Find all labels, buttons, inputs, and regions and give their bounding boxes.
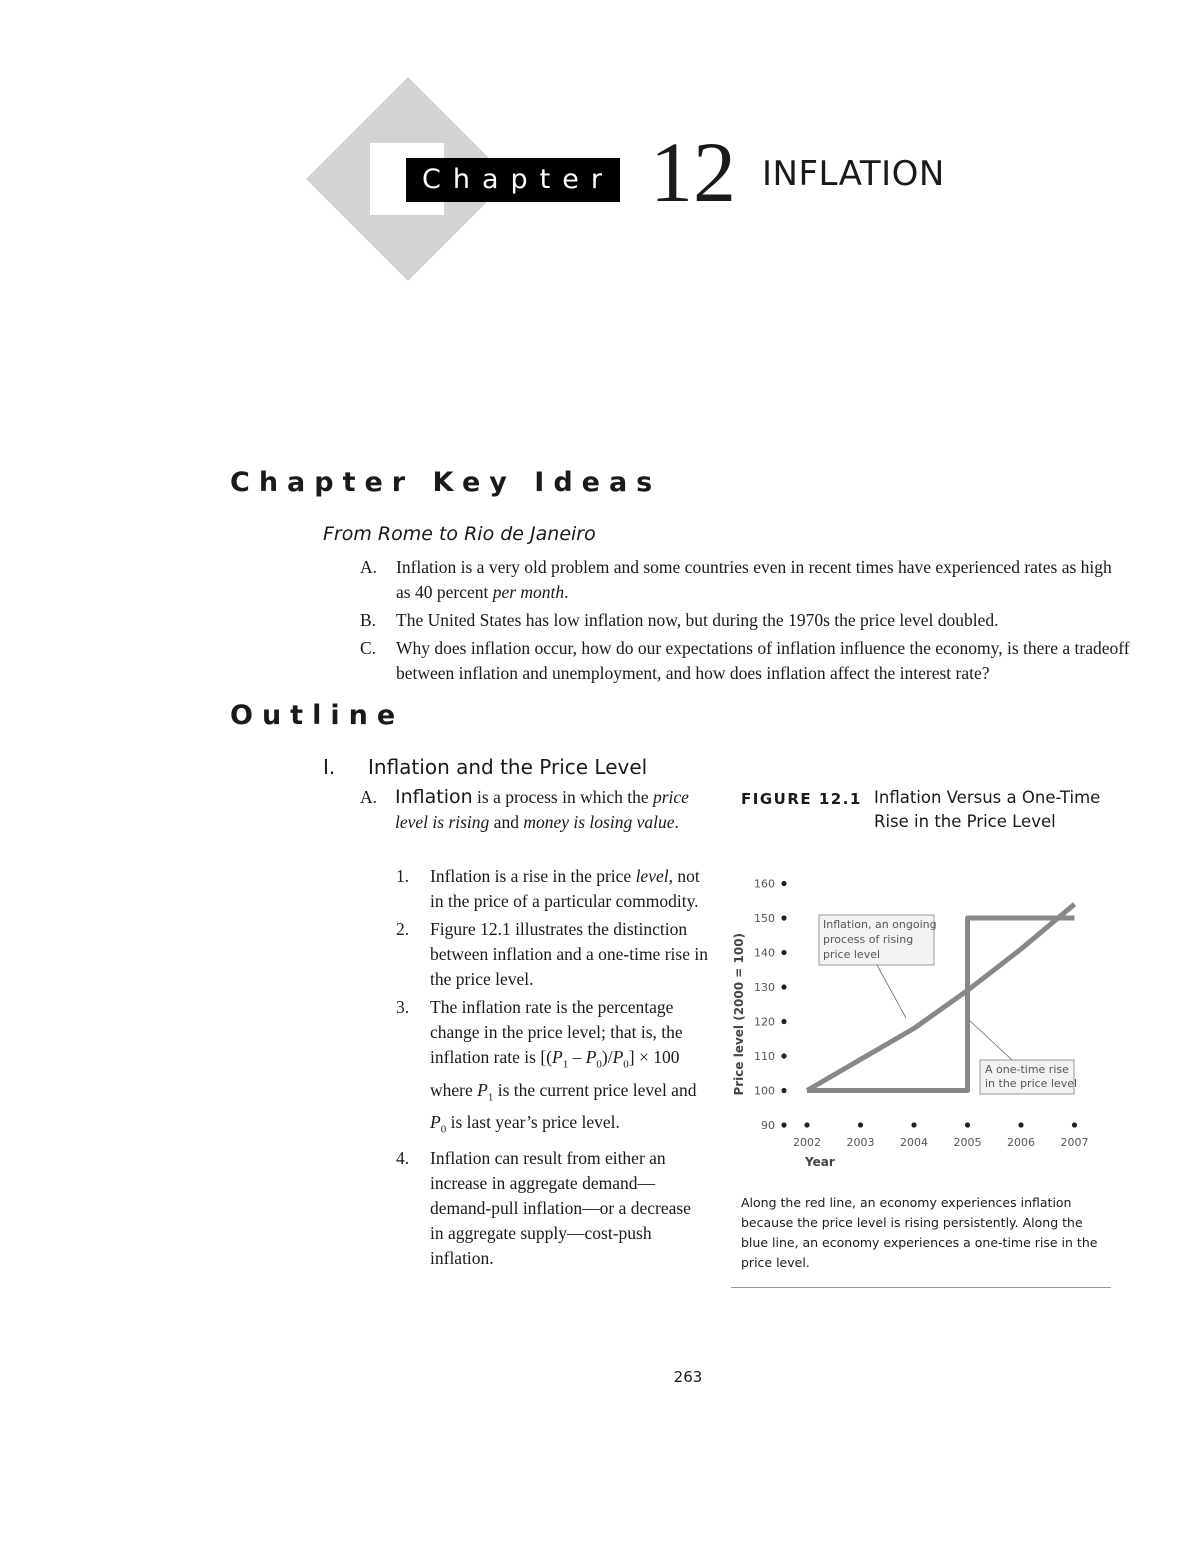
figure-caption: Along the red line, an economy experiences inflation because the price level is rising persistently. Along the blue line, an economy experiences a one-time rise in the price level. bbox=[741, 1195, 1098, 1270]
list-text: Figure 12.1 illustrates the distinction between inflation and a one-time rise in the price level. bbox=[430, 919, 708, 989]
key-term: Inflation bbox=[395, 786, 473, 808]
list-text: . bbox=[564, 582, 569, 602]
list-item bbox=[396, 917, 708, 992]
annotation-text: process of rising bbox=[823, 933, 914, 946]
key-ideas-list bbox=[360, 555, 1130, 689]
list-item bbox=[396, 995, 708, 1143]
y-tick-label: 110 bbox=[754, 1050, 775, 1063]
y-tick-dot bbox=[781, 984, 786, 989]
section-title: Inflation and the Price Level bbox=[368, 755, 648, 779]
x-tick-label: 2004 bbox=[900, 1136, 928, 1149]
list-text: Inflation can result from either an increase in aggregate demand—demand-pull inflation—or a decrease in aggregate supply—cost-push inflation. bbox=[430, 1147, 691, 1268]
emphasis-text: per month bbox=[492, 582, 565, 602]
y-tick-label: 130 bbox=[754, 981, 775, 994]
annotation-leader bbox=[969, 1020, 1012, 1060]
key-ideas-heading: Chapter Key Ideas bbox=[230, 467, 662, 498]
numbered-list bbox=[396, 864, 708, 1274]
list-text: and bbox=[489, 812, 524, 832]
list-marker: B. bbox=[360, 610, 377, 630]
emphasis-text: price level is rising bbox=[395, 787, 689, 832]
figure-divider bbox=[731, 1287, 1111, 1288]
x-tick-dot bbox=[911, 1122, 916, 1127]
x-tick-dot bbox=[804, 1122, 809, 1127]
x-tick-dot bbox=[1072, 1122, 1077, 1127]
list-marker: 4. bbox=[396, 1147, 410, 1168]
list-text: . bbox=[674, 812, 679, 832]
annotation-text: in the price level bbox=[985, 1077, 1078, 1090]
annotation-text: price level bbox=[823, 948, 881, 961]
outline-heading: Outline bbox=[230, 700, 405, 731]
list-marker: 1. bbox=[396, 866, 410, 886]
list-text: , not in the price of a particular commodity. bbox=[430, 866, 700, 911]
list-marker: 3. bbox=[396, 997, 410, 1017]
list-item bbox=[360, 555, 1130, 605]
y-axis-label: Price level (2000 = 100) bbox=[732, 932, 746, 1096]
list-marker: 2. bbox=[396, 919, 410, 939]
x-tick-label: 2006 bbox=[1007, 1136, 1035, 1149]
y-tick-label: 140 bbox=[754, 946, 775, 960]
list-item bbox=[396, 864, 708, 914]
list-marker: A. bbox=[360, 787, 378, 807]
x-tick-label: 2007 bbox=[1060, 1136, 1089, 1149]
section-heading bbox=[323, 755, 647, 779]
emphasis-text: level bbox=[635, 866, 669, 886]
x-tick-label: 2002 bbox=[793, 1136, 821, 1149]
list-text: Inflation is a very old problem and some countries even in recent times have experienced rates as high as 40 percent bbox=[396, 557, 1112, 602]
y-tick-dot bbox=[781, 1019, 786, 1024]
y-tick-dot bbox=[781, 1088, 786, 1093]
y-tick-dot bbox=[781, 881, 786, 886]
list-text: is a process in which the bbox=[472, 787, 653, 807]
annotation-leader bbox=[877, 965, 906, 1018]
y-tick-dot bbox=[781, 915, 786, 920]
y-tick-label: 90 bbox=[761, 1119, 775, 1132]
x-tick-label: 2003 bbox=[846, 1136, 875, 1149]
list-marker: A. bbox=[360, 557, 378, 577]
x-tick-dot bbox=[1018, 1122, 1023, 1127]
outline-item-a bbox=[360, 785, 705, 835]
list-item bbox=[396, 1146, 708, 1271]
list-item bbox=[360, 608, 1130, 633]
figure-label: FIGURE 12.1 bbox=[741, 790, 862, 808]
x-tick-dot bbox=[858, 1122, 863, 1127]
x-tick-label: 2005 bbox=[953, 1136, 982, 1149]
chapter-label: Chapter bbox=[406, 158, 620, 202]
y-tick-dot bbox=[781, 1122, 786, 1127]
emphasis-text: money is losing value bbox=[523, 812, 675, 832]
figure-title: Inflation Versus a One-Time Rise in the Price Level bbox=[874, 788, 1101, 831]
list-marker: C. bbox=[360, 638, 377, 658]
y-tick-label: 160 bbox=[754, 877, 775, 891]
y-tick-label: 100 bbox=[754, 1084, 775, 1098]
list-text: Why does inflation occur, how do our expectations of inflation influence the economy, is there a tradeoff between inflation and unemployment, and how does inflation affect the interest rate? bbox=[396, 638, 1130, 683]
inflation-formula-text: The inflation rate is the percentage change in the price level; that is, the inflation rate is $[(P_1 - P_0)/P_0] \times 100$ where $P_1$ is the current price level and $P_0$ is last year’s price level. bbox=[430, 997, 697, 1136]
x-tick-dot bbox=[965, 1122, 970, 1127]
annotation-text: A one-time rise bbox=[985, 1063, 1069, 1076]
y-tick-dot bbox=[781, 950, 786, 955]
y-tick-label: 120 bbox=[754, 1015, 775, 1029]
chapter-title: INFLATION bbox=[762, 154, 945, 194]
annotation-text: Inflation, an ongoing bbox=[823, 918, 937, 931]
page-number: 263 bbox=[673, 1368, 703, 1386]
list-text: The United States has low inflation now, but during the 1970s the price level doubled. bbox=[396, 610, 999, 630]
y-tick-label: 150 bbox=[754, 912, 775, 925]
list-item bbox=[360, 636, 1130, 686]
chapter-number: 12 bbox=[650, 124, 736, 220]
x-axis-label: Year bbox=[805, 1155, 835, 1169]
y-tick-dot bbox=[781, 1053, 786, 1058]
key-ideas-subheading: From Rome to Rio de Janeiro bbox=[323, 523, 596, 545]
list-text: Inflation is a rise in the price bbox=[430, 866, 636, 886]
price-level-chart bbox=[725, 865, 1115, 1175]
section-number: I. bbox=[323, 755, 336, 779]
